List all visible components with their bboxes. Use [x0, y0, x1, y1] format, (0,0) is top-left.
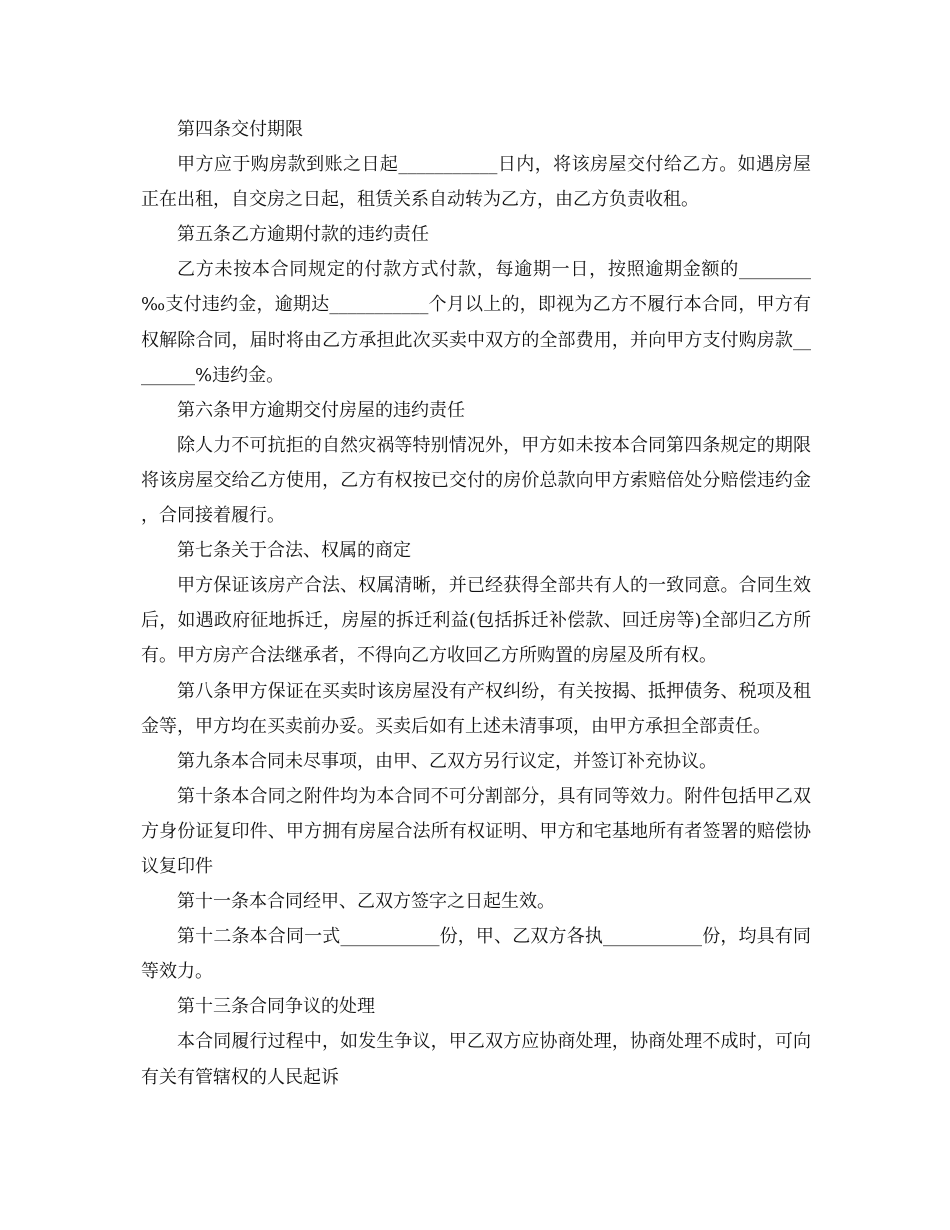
- article-8: 第八条甲方保证在买卖时该房屋没有产权纠纷，有关按揭、抵押债务、税项及租金等，甲方均在买卖前办妥。买卖后如有上述未清事项，由甲方承担全部责任。: [141, 680, 811, 737]
- article-6-heading: 第六条甲方逾期交付房屋的违约责任: [177, 399, 465, 421]
- article-4-heading: 第四条交付期限: [177, 119, 303, 140]
- article-9: 第九条本合同未尽事项，由甲、乙双方另行议定，并签订补充协议。: [177, 750, 717, 772]
- article-5-body: 乙方未按本合同规定的付款方式付款，每逾期一日，按照逾期金额的________‰支付违约金，逾期达___________个月以上的，即视为乙方不履行本合同，甲方有权解除合同，届时将由乙方承担此次买卖中双方的全部费用，并向甲方支付购房款________%违约金。: [141, 259, 811, 386]
- article-6-body: 除人力不可抗拒的自然灾祸等特别情况外，甲方如未按本合同第四条规定的期限将该房屋交给乙方使用，乙方有权按已交付的房价总款向甲方索赔倍处分赔偿违约金，合同接着履行。: [141, 434, 811, 527]
- article-10: 第十条本合同之附件均为本合同不可分割部分，具有同等效力。附件包括甲乙双方身份证复印件、甲方拥有房屋合法所有权证明、甲方和宅基地所有者签署的赔偿协议复印件: [141, 785, 811, 877]
- article-13-heading: 第十三条合同争议的处理: [177, 996, 375, 1018]
- article-5-heading: 第五条乙方逾期付款的违约责任: [177, 224, 429, 246]
- document-page: [141, 112, 811, 1095]
- article-7-body: 甲方保证该房产合法、权属清晰，并已经获得全部共有人的一致同意。合同生效后，如遇政府征地拆迁，房屋的拆迁利益(包括拆迁补偿款、回迁房等)全部归乙方所有。甲方房产合法继承者，不得向乙方收回乙方所购置的房屋及所有权。: [141, 575, 811, 667]
- article-4-body: 甲方应于购房款到账之日起___________日内，将该房屋交付给乙方。如遇房屋正在出租，自交房之日起，租赁关系自动转为乙方，由乙方负责收租。: [141, 154, 811, 211]
- article-12: 第十二条本合同一式___________份，甲、乙双方各执___________份，均具有同等效力。: [141, 926, 811, 983]
- article-7-heading: 第七条关于合法、权属的商定: [177, 540, 411, 562]
- article-13-body: 本合同履行过程中，如发生争议，甲乙双方应协商处理，协商处理不成时，可向有关有管辖权的人民起诉: [141, 1031, 811, 1088]
- article-11: 第十一条本合同经甲、乙双方签字之日起生效。: [177, 891, 555, 913]
